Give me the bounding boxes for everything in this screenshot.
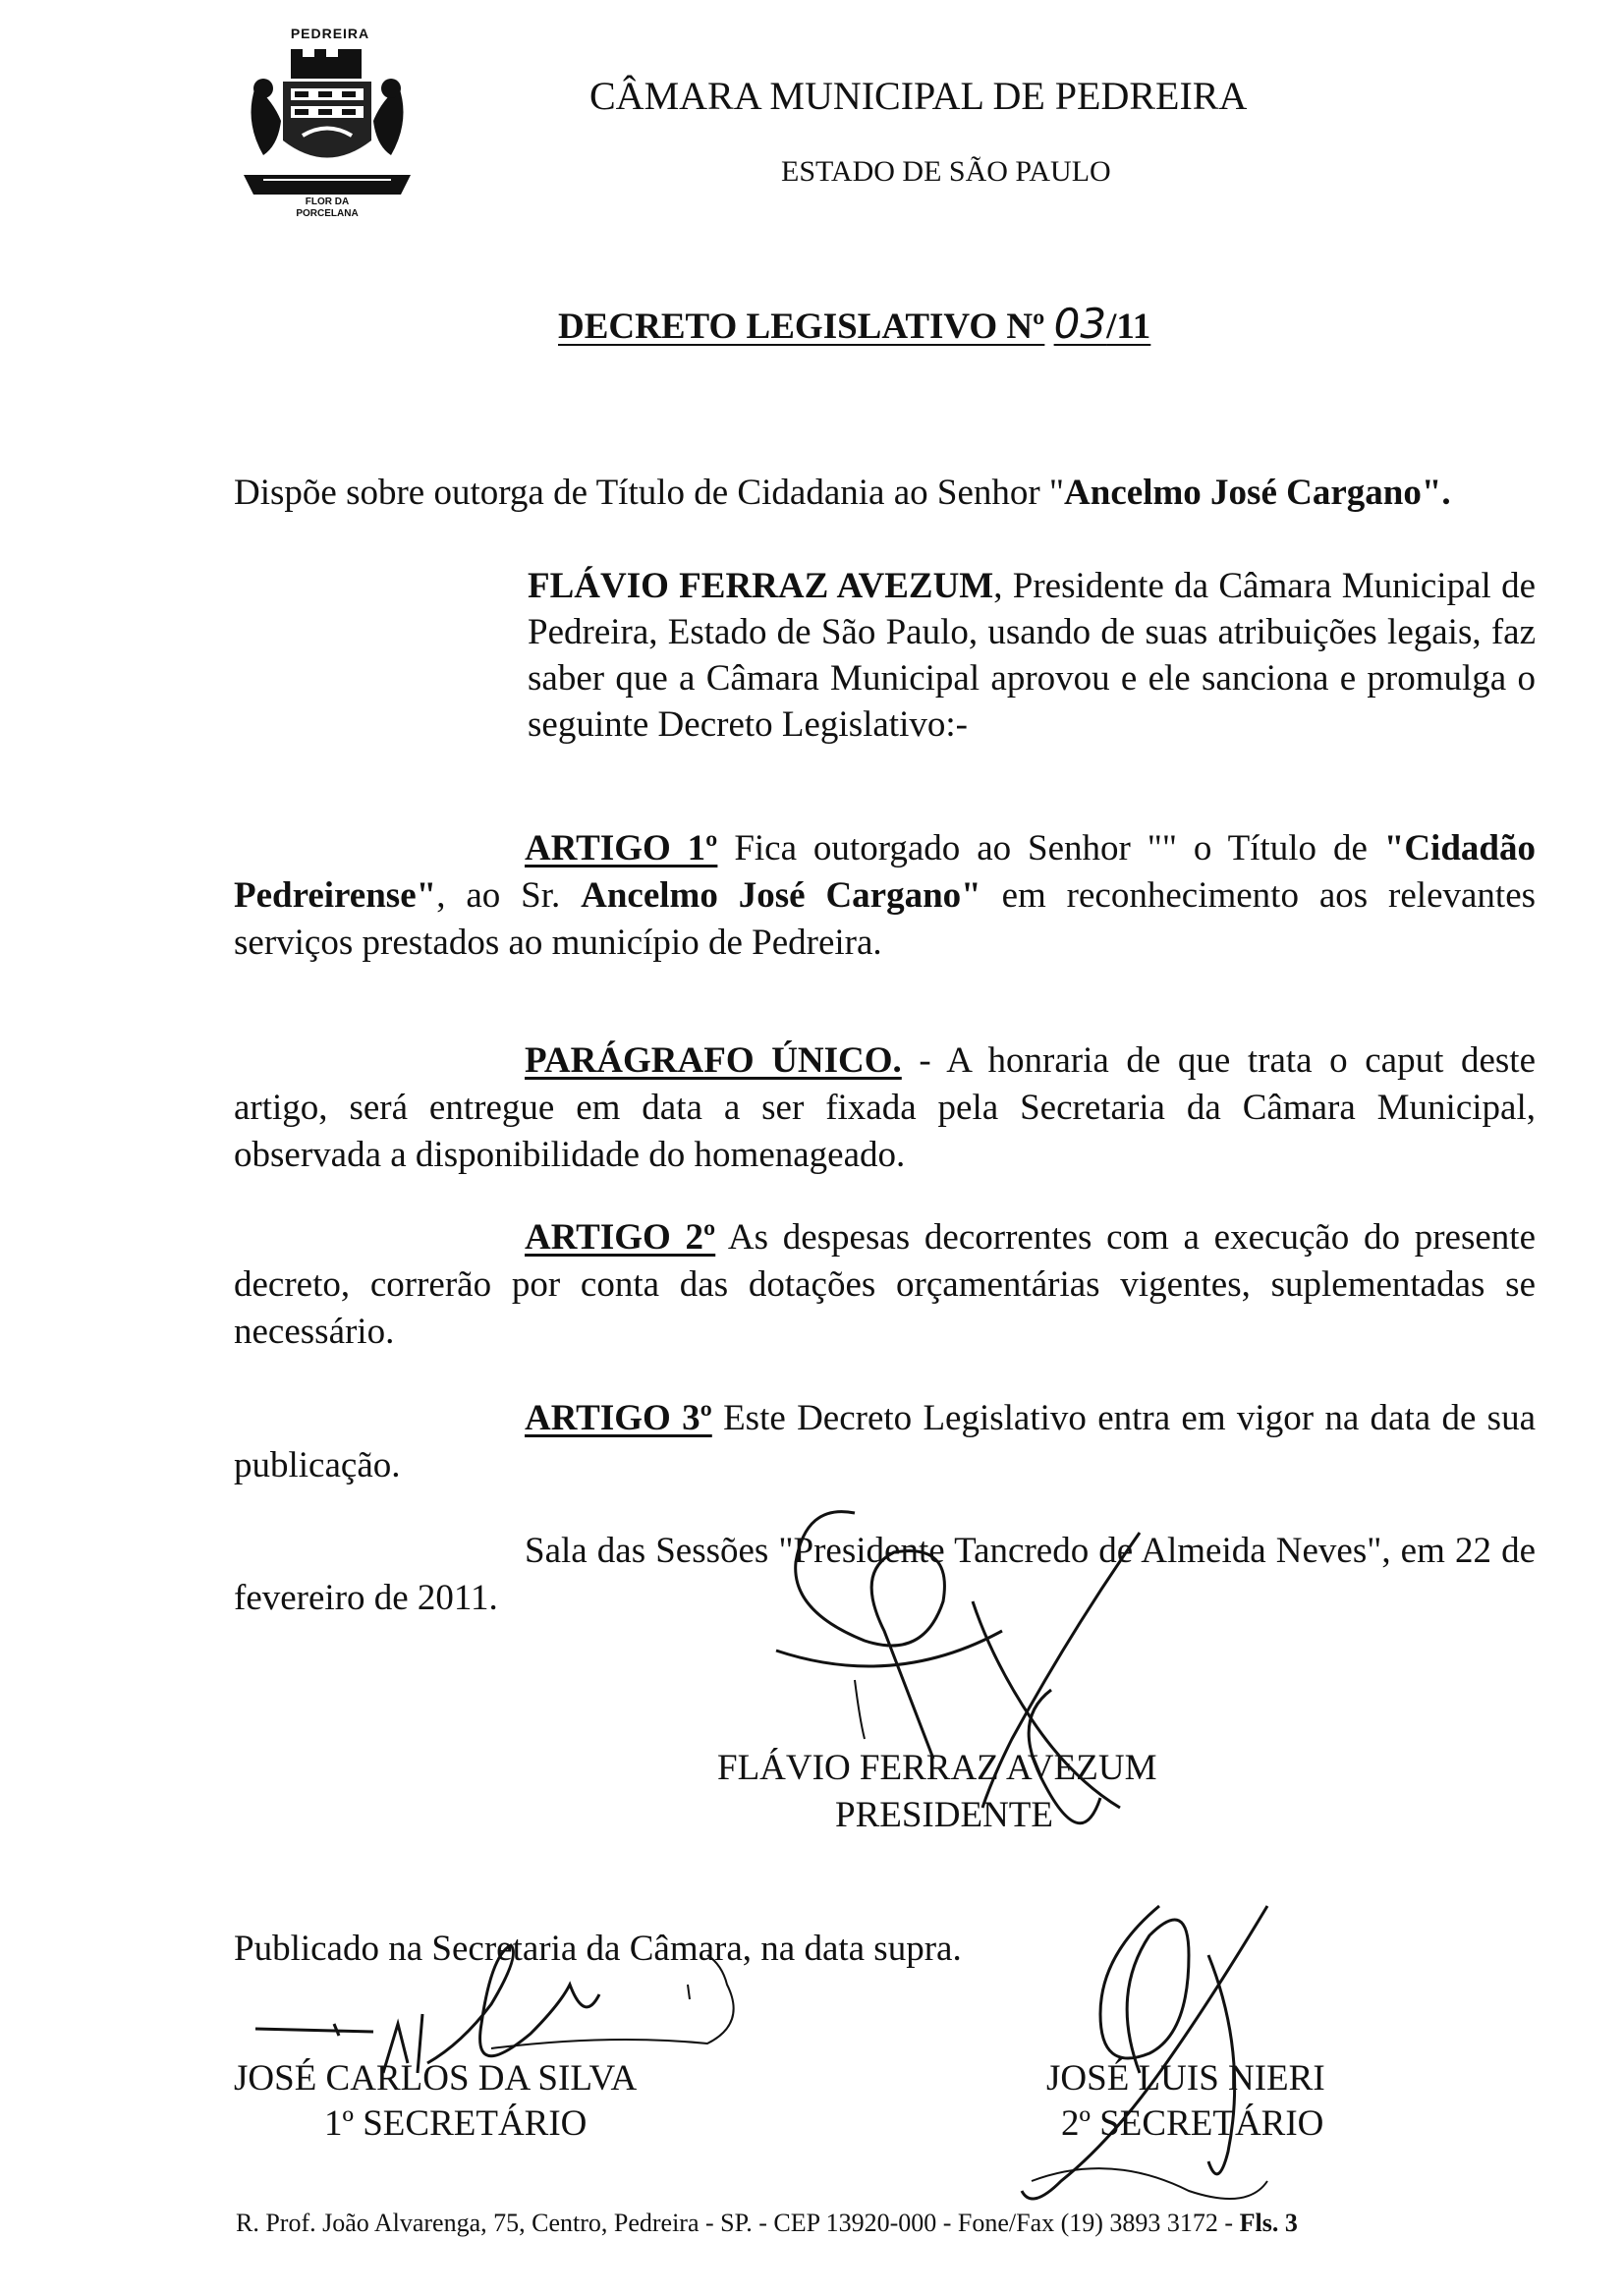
footer-address: R. Prof. João Alvarenga, 75, Centro, Pedreira - SP. - CEP 13920-000 - Fone/Fax (19) 3893 3172 - <box>236 2209 1234 2237</box>
article-1-text-2: , ao Sr. <box>436 875 582 916</box>
crest-bottom-label-1: FLOR DA <box>305 196 350 207</box>
summary-text: Dispõe sobre outorga de Título de Cidadania ao Senhor " <box>234 473 1065 513</box>
article-2 <box>234 1214 1536 1356</box>
summary-line <box>234 472 1451 514</box>
article-1-label: ARTIGO 1º <box>525 828 718 868</box>
article-1-text-3: em reconhecimento aos relevantes serviços prestados ao município de Pedreira. <box>234 875 1537 963</box>
crest-top-label: PEDREIRA <box>290 26 370 41</box>
article-2-text: As despesas decorrentes com a execução do presente decreto, correrão por conta das dotações orçamentárias vigentes, suplementadas se necessário. <box>234 1217 1536 1352</box>
decree-number-handwritten: 03 <box>1053 300 1107 348</box>
president-role: PRESIDENTE <box>835 1795 1053 1835</box>
closing-statement: Sala das Sessões "Presidente Tancredo de Almeida Neves", em 22 de fevereiro de 2011. <box>234 1531 1536 1618</box>
sole-paragraph <box>234 1037 1536 1179</box>
decree-title <box>558 300 1150 348</box>
secretary-2-role: 2º SECRETÁRIO <box>1061 2103 1324 2144</box>
crest-emblem <box>234 28 420 224</box>
footer <box>236 2209 1298 2238</box>
state-name: ESTADO DE SÃO PAULO <box>781 155 1111 188</box>
municipal-crest <box>234 28 420 224</box>
publication-note: Publicado na Secretaria da Câmara, na data supra. <box>234 1929 962 1969</box>
institution-name: CÂMARA MUNICIPAL DE PEDREIRA <box>589 74 1248 118</box>
summary-honoree: Ancelmo José Cargano". <box>1064 473 1451 513</box>
sole-paragraph-text: - A honraria de que trata o caput deste artigo, será entregue em data a ser fixada pela Secretaria da Câmara Municipal, observada a disponibilidade do homenageado. <box>234 1040 1536 1175</box>
secretary-2-name: JOSÉ LUIS NIERI <box>1046 2058 1325 2099</box>
sole-paragraph-label: PARÁGRAFO ÚNICO. <box>525 1040 902 1081</box>
footer-page-number: Fls. 3 <box>1239 2209 1298 2237</box>
president-name: FLÁVIO FERRAZ AVEZUM <box>717 1748 1157 1788</box>
article-3-text: Este Decreto Legislativo entra em vigor na data de sua publicação. <box>234 1398 1536 1485</box>
article-1-text-1: Fica outorgado ao Senhor "" o Título de <box>717 828 1384 868</box>
decree-title-suffix: /11 <box>1106 307 1151 347</box>
decree-title-prefix: DECRETO LEGISLATIVO Nº <box>558 307 1045 347</box>
crest-bottom-label-2: PORCELANA <box>296 208 359 219</box>
article-1-title: "Cidadão Pedreirense" <box>234 828 1536 916</box>
article-2-label: ARTIGO 2º <box>525 1217 716 1258</box>
preamble <box>528 563 1536 748</box>
secretary-1-role: 1º SECRETÁRIO <box>324 2103 588 2144</box>
preamble-text: , Presidente da Câmara Municipal de Pedreira, Estado de São Paulo, usando de suas atribuições legais, faz saber que a Câmara Municipal aprovou e ele sanciona e promulga o seguinte Decreto Legislativo:- <box>528 566 1536 745</box>
secretary-1-name: JOSÉ CARLOS DA SILVA <box>234 2058 638 2099</box>
preamble-president: FLÁVIO FERRAZ AVEZUM <box>528 566 994 606</box>
article-1-honoree: Ancelmo José Cargano" <box>581 875 981 916</box>
article-3-label: ARTIGO 3º <box>525 1398 712 1438</box>
article-1 <box>234 825 1536 967</box>
article-3 <box>234 1395 1536 1489</box>
